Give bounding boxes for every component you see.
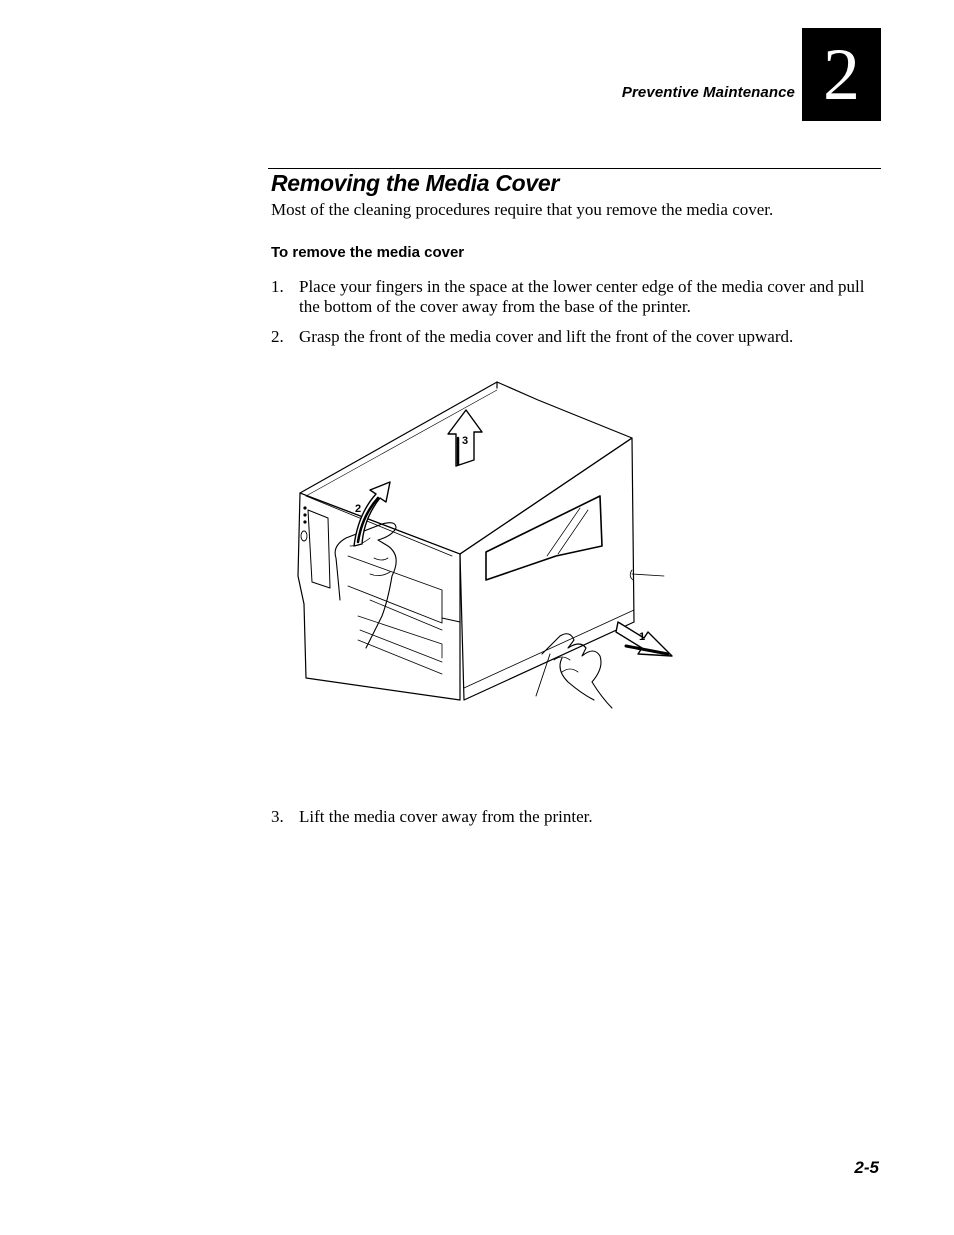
step-2 xyxy=(271,327,871,347)
step-1 xyxy=(271,277,871,317)
procedure-title: To remove the media cover xyxy=(271,244,465,261)
running-header: Preventive Maintenance xyxy=(621,84,795,101)
step-number: 3. xyxy=(271,807,284,826)
intro-paragraph: Most of the cleaning procedures require that you remove the media cover. xyxy=(271,200,774,219)
printer-media-cover-illustration xyxy=(292,378,684,726)
section-divider xyxy=(268,168,881,169)
control-panel xyxy=(308,510,330,588)
printer-top-surface xyxy=(300,382,632,554)
callout-3: 3 xyxy=(462,435,469,447)
chapter-number: 2 xyxy=(823,33,860,116)
chapter-tab xyxy=(802,28,881,121)
step-text: Lift the media cover away from the printer. xyxy=(299,807,593,826)
callout-1: 1 xyxy=(639,631,646,643)
page-number: 2-5 xyxy=(854,1158,879,1177)
printer-front-face xyxy=(298,493,460,700)
callout-2: 2 xyxy=(355,503,362,515)
step-text: Grasp the front of the media cover and lift the front of the cover upward. xyxy=(299,327,794,346)
step-text: Place your fingers in the space at the lower center edge of the media cover and pull the bottom of the cover away from the base of the printer. xyxy=(299,277,865,316)
step-number: 2. xyxy=(271,327,284,346)
section-title: Removing the Media Cover xyxy=(271,170,560,196)
step-3 xyxy=(271,807,871,827)
step-number: 1. xyxy=(271,277,284,296)
media-cover-window xyxy=(486,496,602,580)
